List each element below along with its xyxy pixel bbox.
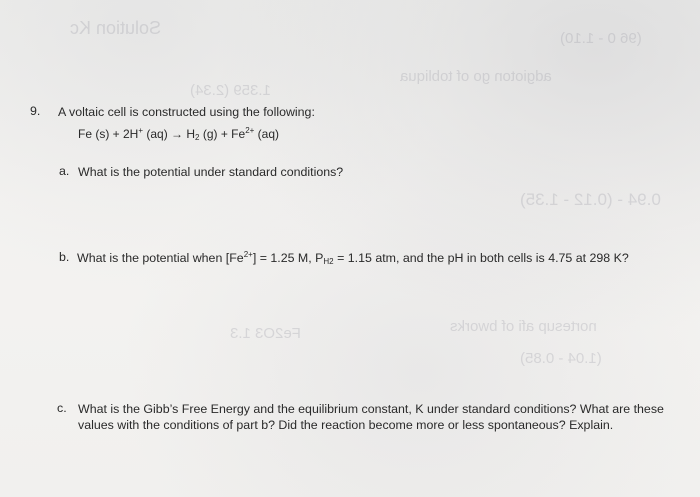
question-intro: A voltaic cell is constructed using the following: bbox=[58, 105, 315, 119]
part-b-label: b. bbox=[59, 250, 70, 264]
bleed-through-mark: adgioton go of tobliqua bbox=[400, 68, 552, 85]
part-c-question-line2: values with the conditions of part b? Did the reaction become more or less spontaneous? Explain. bbox=[78, 418, 614, 432]
bleed-through-mark: (1.04 - 0.85) bbox=[520, 350, 602, 367]
bleed-through-mark: (96 0 - 1.10) bbox=[560, 30, 642, 47]
bleed-through-mark: Fe2O3 1.3 bbox=[230, 325, 301, 342]
part-c-label: c. bbox=[57, 401, 67, 415]
question-number: 9. bbox=[30, 104, 41, 118]
bleed-through-mark: nortesup afi of bworks bbox=[450, 318, 597, 335]
reaction-equation: Fe (s) + 2H+ $(aq) \to H_2$ $(g) + Fe^{2+}$ (aq) bbox=[78, 126, 279, 142]
part-c-question-line1: What is the Gibb’s Free Energy and the equilibrium constant, K under standard conditions? What are these bbox=[78, 402, 664, 416]
bleed-through-mark: Solution Kc bbox=[70, 18, 162, 38]
part-a-question: What is the potential under standard conditions? bbox=[78, 165, 344, 179]
bleed-through-mark: 0.94 - (0.12 - 1.35) bbox=[520, 190, 661, 209]
bleed-through-mark: 1.359 (2.34) bbox=[190, 82, 271, 99]
part-b-question: What is the potential when $[Fe^{2+}] = 1.25$ M, $P_{H2} = 1.15$ atm, and the pH in both cells is 4.75 at 298 K? bbox=[77, 250, 629, 266]
part-a-label: a. bbox=[59, 164, 70, 178]
